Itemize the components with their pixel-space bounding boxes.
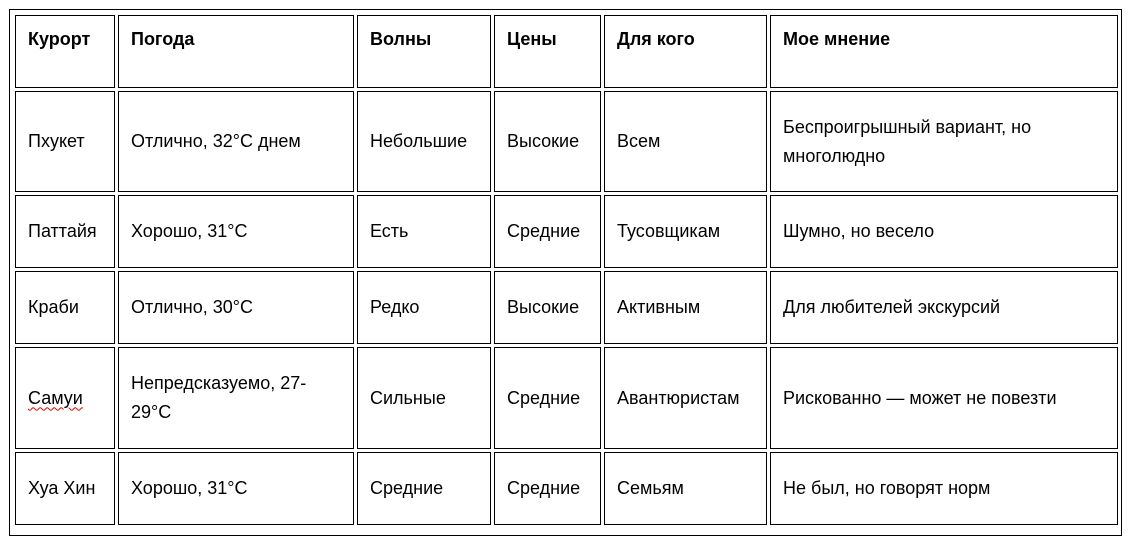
cell-resort: Хуа Хин [15,452,115,525]
table-outer-frame [9,9,1122,536]
cell-resort [15,347,115,449]
cell-for-whom: Всем [604,91,767,192]
cell-for-whom: Активным [604,271,767,344]
table-header-row [15,15,1118,88]
table-row [15,347,1118,449]
cell-opinion: Не был, но говорят норм [770,452,1118,525]
table-row [15,452,1118,525]
table-row [15,195,1118,268]
cell-waves: Средние [357,452,491,525]
cell-weather: Отлично, 32°C днем [118,91,354,192]
cell-for-whom: Тусовщикам [604,195,767,268]
cell-prices: Средние [494,195,601,268]
cell-weather: Хорошо, 31°C [118,195,354,268]
cell-weather: Отлично, 30°C [118,271,354,344]
table-row [15,271,1118,344]
header-weather: Погода [118,15,354,88]
header-resort: Курорт [15,15,115,88]
resorts-table [12,12,1121,528]
header-for-whom: Для кого [604,15,767,88]
cell-waves: Небольшие [357,91,491,192]
cell-weather: Непредсказуемо, 27-29°C [118,347,354,449]
cell-opinion: Шумно, но весело [770,195,1118,268]
cell-waves: Есть [357,195,491,268]
cell-prices: Высокие [494,91,601,192]
cell-prices: Высокие [494,271,601,344]
cell-waves: Сильные [357,347,491,449]
cell-opinion: Беспроигрышный вариант, но многолюдно [770,91,1118,192]
cell-opinion: Для любителей экскурсий [770,271,1118,344]
cell-for-whom: Авантюристам [604,347,767,449]
cell-prices: Средние [494,452,601,525]
misspelled-word: Самуи [28,387,83,408]
cell-waves: Редко [357,271,491,344]
header-prices: Цены [494,15,601,88]
cell-opinion: Рискованно — может не повезти [770,347,1118,449]
cell-for-whom: Семьям [604,452,767,525]
cell-resort: Паттайя [15,195,115,268]
header-opinion: Мое мнение [770,15,1118,88]
cell-prices: Средние [494,347,601,449]
cell-resort: Краби [15,271,115,344]
table-row [15,91,1118,192]
cell-resort: Пхукет [15,91,115,192]
cell-weather: Хорошо, 31°C [118,452,354,525]
header-waves: Волны [357,15,491,88]
